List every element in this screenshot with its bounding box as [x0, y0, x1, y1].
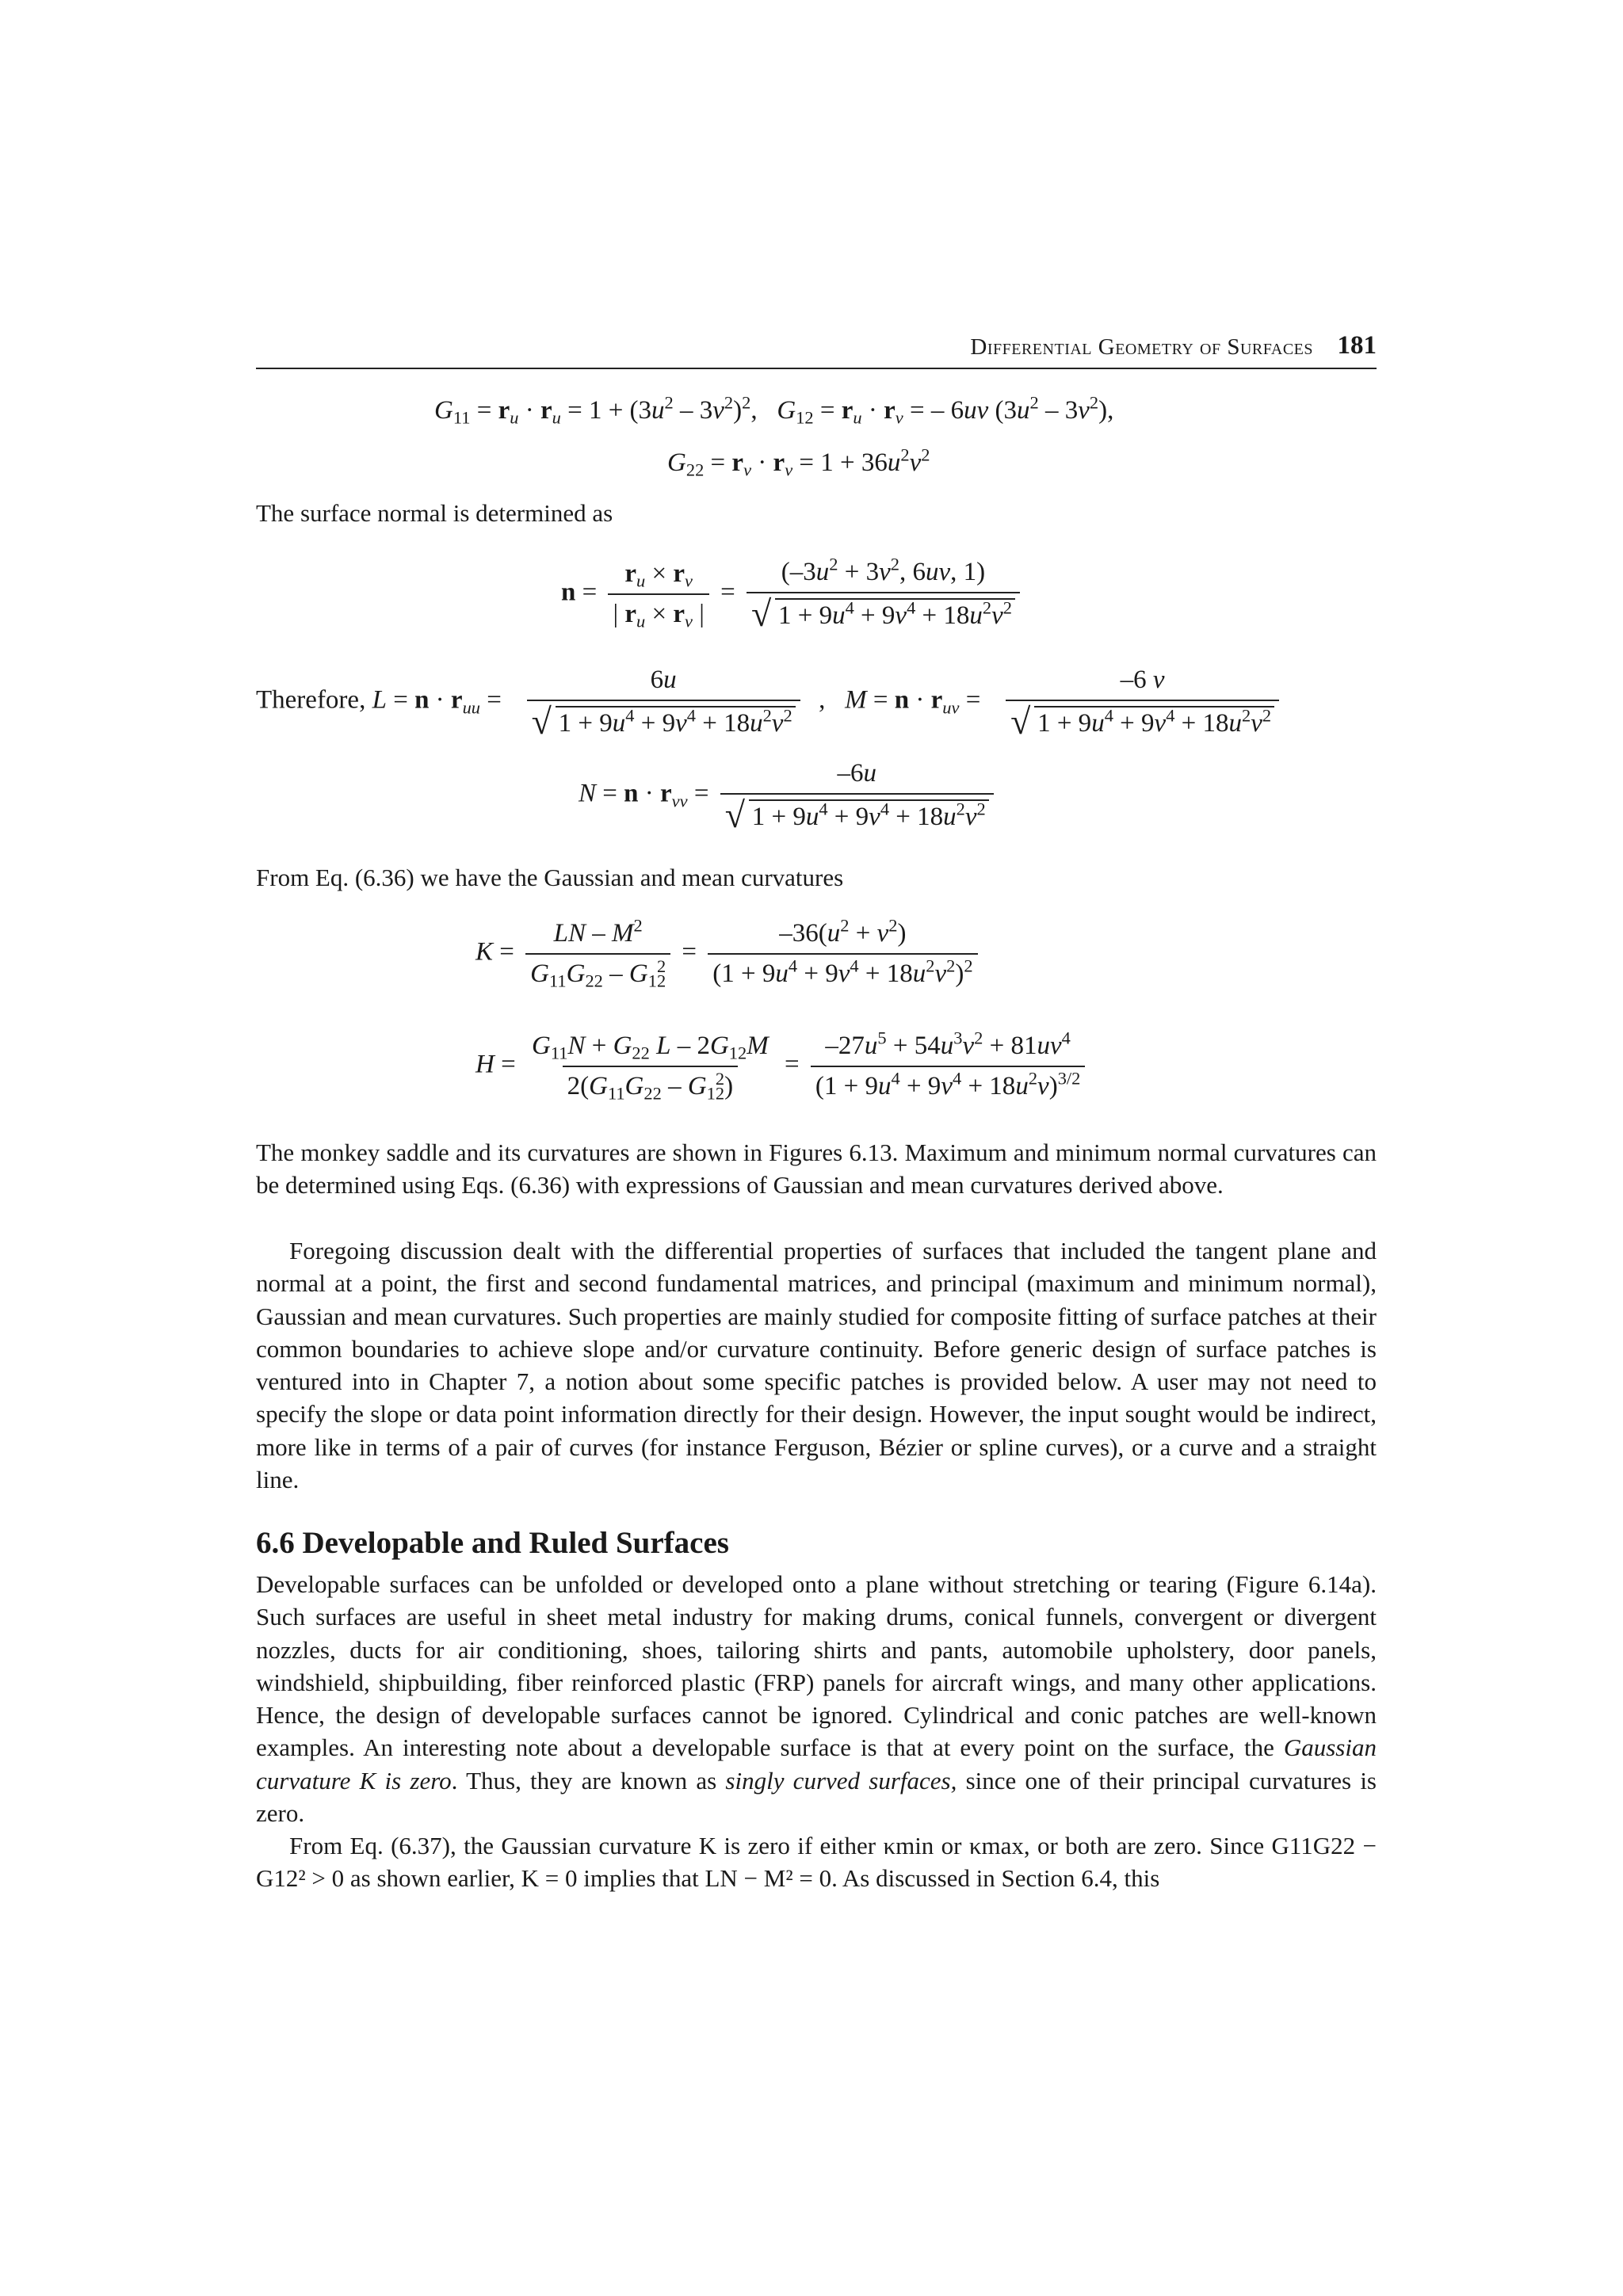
paragraph-monkey-saddle: The monkey saddle and its curvatures are shown in Figures 6.13. Maximum and minimum normal curvatures can be determined using Eqs. (6.36) with expressions of Gaussian and mean curvatures derived above.: [256, 1138, 1377, 1199]
p3-emphasis-singly-curved: singly curved surfaces,: [725, 1766, 957, 1794]
equation-mean-curvature: H = $\frac{G_{11}N + G_{22} L - 2G_{12}M}{2(G_{11}G_{22} - G_{12}^2)}$ = $\frac{-27u^5 + 54u^3v^2 + 81uv^4}{(1 + 9u^4 + 9v^4 + 18u^2v)^{3/2}}$: [475, 1032, 1090, 1101]
therefore-label: Therefore,: [256, 685, 366, 715]
equation-g22: $G_{22} = r_v \cdot r_v = 1 + 36u^2v^2$: [667, 444, 930, 480]
equation-gaussian-curvature: K = $\frac{LN - M^2}{G_{11}G_{22} - G_{12}^2}$ = $\frac{-36(u^2 + v^2)}{(1 + 9u^4 + 9v^4 + 18u^2v^2)^2}$: [475, 919, 983, 989]
paragraph-foregoing: Foregoing discussion dealt with the differential properties of surfaces that included the tangent plane and normal at a point, the first and second fundamental matrices, and principal (maximum and minimum normal), Gaussian and mean curvatures. Such properties are mainly studied for composite fitting of surface patches at their common boundaries to achieve slope and/or curvature continuity. Before generic design of surface patches is ventured into in Chapter 7, a notion about some specific patches is provided below. A user may not need to specify the slope or data point information directly for their design. However, the input sought would be indirect, more like in terms of a pair of curves (for instance Ferguson, Bézier or spline curves), or a curve and a straight line.: [256, 1237, 1377, 1494]
from-eq-text: From Eq. (6.36) we have the Gaussian and mean curvatures: [256, 864, 844, 891]
equation-normal: n = $\frac{r_u \times r_v}{| r_u \times r_v |}$ = ($-3u^2 + 3v^2$, 6uv, 1) √ $1 + 9u^4 + 9v^4 + 18u^2v^2$: [561, 558, 1025, 631]
equation-l-m: Therefore, $L = n \cdot r_{uu}$ = 6u √ $1 + 9u^4 + 9v^4 + 18u^2v^2$ , $M = n \cdot r_{uv}$ = –6 v √ $1 + 9u^4 + 9v^4 + 18u^2v^2$: [256, 666, 1298, 738]
running-header: [256, 331, 1377, 369]
p3-text-end: since one of their principal curvatures is zero.: [256, 1766, 1377, 1828]
paragraph-developable: [256, 1568, 1377, 1829]
page-number: 181: [1337, 331, 1377, 360]
p3-text-start: Developable surfaces can be unfolded or developed onto a plane without stretching or tearing (Figure 6.14a). Such surfaces are useful in sheet metal industry for making drums, conical funnels, convergent or divergent nozzles, ducts for air conditioning, shoes, tailoring shirts and pants, automobile upholstery, door panels, windshield, shipbuilding, fiber reinforced plastic (FRP) panels for aircraft wings, and many other applications. Hence, the design of developable surfaces cannot be ignored. Cylindrical and conic patches are well-known examples. An interesting note about a developable surface is that at every point on the surface, the: [256, 1570, 1377, 1762]
equation-g11-g12: $G_{11} = r_u \cdot r_u = 1 + (3u^2 - 3v^2)^2$, $G_{12} = r_u \cdot r_v$ = – 6uv $(3u^2 - 3v^2)$,: [434, 392, 1114, 428]
p3-emphasis-gaussian: Gaussian curvature K is zero: [256, 1733, 1377, 1794]
running-title: Differential Geometry of Surfaces: [970, 334, 1313, 360]
p3-text-mid: . Thus, they are known as: [451, 1766, 726, 1794]
equation-n: $N = n \cdot r_{vv}$ = –6u √ $1 + 9u^4 + 9v^4 + 18u^2v^2$: [579, 759, 999, 832]
normal-intro-text: The surface normal is determined as: [256, 499, 613, 527]
paragraph-gaussian-zero: From Eq. (6.37), the Gaussian curvature K is zero if either κmin or κmax, or both are zero. Since G11G22 − G12² > 0 as shown earlier, K = 0 implies that LN − M² = 0. As discussed in Section 6.4, this: [256, 1832, 1377, 1893]
section-heading: 6.6 Developable and Ruled Surfaces: [256, 1526, 729, 1560]
